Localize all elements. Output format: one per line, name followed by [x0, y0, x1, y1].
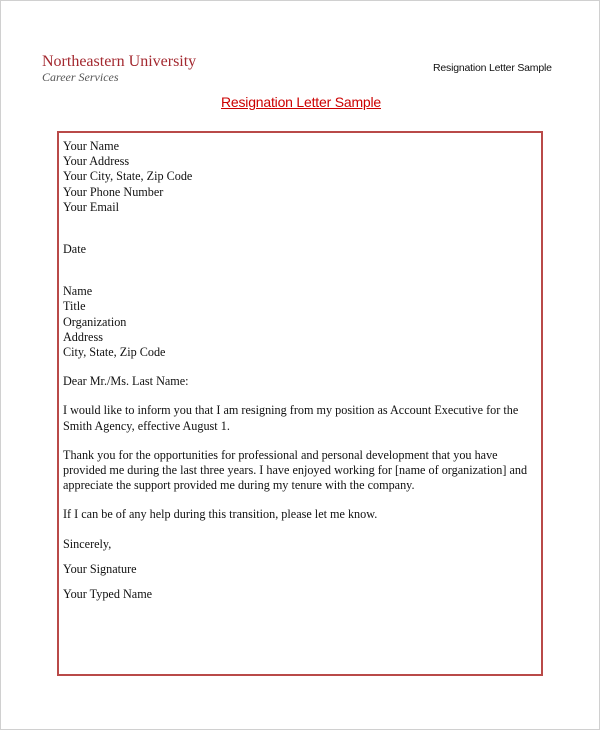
- sender-city: Your City, State, Zip Code: [63, 169, 193, 184]
- salutation: Dear Mr./Ms. Last Name:: [63, 374, 189, 389]
- recipient-title: Title: [63, 299, 86, 314]
- recipient-block: [63, 284, 541, 360]
- department-name: Career Services: [42, 70, 119, 84]
- paragraph-thanks: Thank you for the opportunities for professional and personal development that you have provided me during the last three years. I have enjoyed working for [name of organization] and appreciate the support provided me during my tenure with the company.: [63, 447, 528, 493]
- recipient-city: City, State, Zip Code: [63, 345, 166, 360]
- letter-body: [63, 139, 541, 602]
- letter-date: Date: [63, 242, 87, 257]
- closing: Sincerely,: [63, 536, 112, 551]
- sender-phone: Your Phone Number: [63, 184, 164, 199]
- signature: Your Signature: [63, 561, 137, 576]
- paragraph-resignation: I would like to inform you that I am resigning from my position as Account Executive for the Smith Agency, effective August 1.: [63, 403, 519, 433]
- recipient-address: Address: [63, 329, 103, 344]
- recipient-name: Name: [63, 284, 93, 299]
- header-title: Resignation Letter Sample: [433, 62, 552, 74]
- recipient-organization: Organization: [63, 314, 127, 329]
- paragraph-help: If I can be of any help during this transition, please let me know.: [63, 507, 378, 522]
- sender-block: [63, 139, 541, 215]
- document-title: Resignation Letter Sample: [221, 94, 381, 110]
- university-name: Northeastern University: [42, 53, 197, 70]
- sender-name: Your Name: [63, 139, 119, 153]
- sender-email: Your Email: [63, 199, 119, 214]
- typed-name: Your Typed Name: [63, 587, 153, 602]
- sender-address: Your Address: [63, 154, 130, 169]
